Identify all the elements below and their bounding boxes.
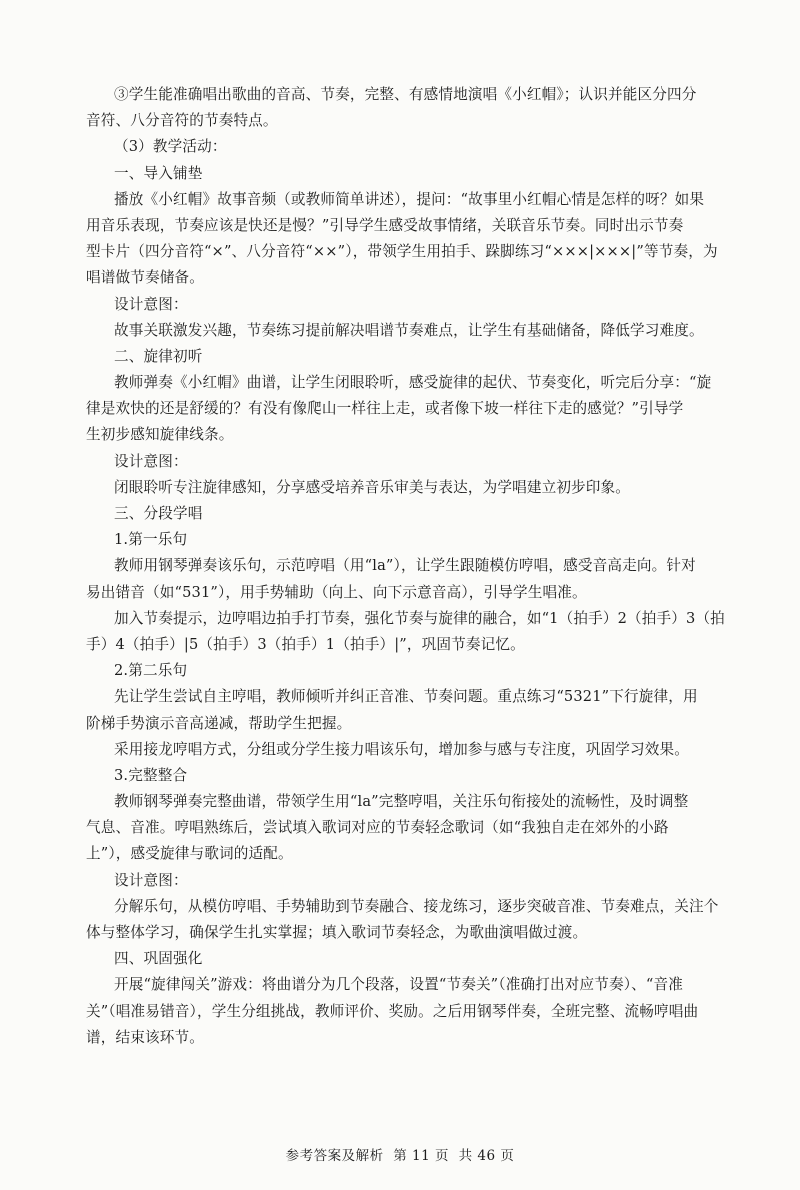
text-line: 加入节奏提示，边哼唱边拍手打节奏，强化节奏与旋律的融合，如“1（拍手）2（拍手）3（拍 [114,609,725,627]
text-line: 教师用钢琴弹奏该乐句，示范哼唱（用“la”），让学生跟随模仿哼唱，感受音高走向。针对 [114,557,696,575]
text-line: 音符、八分音符的节奏特点。 [86,112,278,130]
text-line: 关”（唱准易错音），学生分组挑战，教师评价、奖励。之后用钢琴伴奏，全班完整、流畅哼唱曲 [86,1002,699,1020]
text-line: 先让学生尝试自主哼唱，教师倾听并纠正音准、节奏问题。重点练习“5321”下行旋律，用 [114,688,698,706]
text-line: 一、导入铺垫 [114,164,203,182]
text-line: 三、分段学唱 [114,505,203,522]
text-line: 律是欢快的还是舒缓的？有没有像爬山一样往上走，或者像下坡一样往下走的感觉？”引导学 [86,400,684,418]
text-line: 二、旋律初听 [114,347,203,365]
text-line: 设计意图： [114,295,188,313]
text-line: 设计意图： [114,452,188,470]
text-line: 教师钢琴弹奏完整曲谱，带领学生用“la”完整哼唱，关注乐句衔接处的流畅性，及时调整 [114,793,689,811]
text-line: 上”），感受旋律与歌词的适配。 [86,845,293,863]
text-line: 四、巩固强化 [114,950,203,968]
text-line: 分解乐句，从模仿哼唱、手势辅助到节奏融合、接龙练习，逐步突破音准、节奏难点，关注个 [114,897,719,915]
text-line: 闭眼聆听专注旋律感知，分享感受培养音乐审美与表达，为学唱建立初步印象。 [114,478,631,496]
text-line: 1.第一乐句 [114,531,188,549]
document-body [86,82,732,1051]
text-line: 体与整体学习，确保学生扎实掌握；填入歌词节奏轻念，为歌曲演唱做过渡。 [86,924,588,941]
text-line: 2.第二乐句 [114,662,188,680]
text-line: 型卡片（四分音符“×”、八分音符“××”），带领学生用拍手、跺脚练习“×××|×××|”等节奏，为 [86,243,718,261]
text-line: 谱，结束该环节。 [86,1028,204,1046]
text-line: 手）4（拍手）|5（拍手）3（拍手）1（拍手）|”，巩固节奏记忆。 [86,635,525,653]
text-line: （3）教学活动： [114,138,227,156]
text-line: ③学生能准确唱出歌曲的音高、节奏，完整、有感情地演唱《小红帽》；认识并能区分四分 [114,86,697,103]
text-line: 开展“旋律闯关”游戏：将曲谱分为几个段落，设置“节奏关”（准确打出对应节奏）、“音准 [114,976,683,994]
text-line: 设计意图： [114,871,188,889]
text-line: 教师弹奏《小红帽》曲谱，让学生闭眼聆听，感受旋律的起伏、节奏变化，听完后分享：“旋 [114,374,712,392]
text-line: 阶梯手势演示音高递减，帮助学生把握。 [86,714,352,732]
page-footer: 参考答案及解析 第 11 页 共 46 页 [285,1148,515,1164]
text-line: 用音乐表现，节奏应该是快还是慢？”引导学生感受故事情绪，关联音乐节奏。同时出示节奏 [86,216,684,234]
text-line: 采用接龙哼唱方式，分组或分学生接力唱该乐句，增加参与感与专注度，巩固学习效果。 [114,740,690,758]
text-line: 播放《小红帽》故事音频（或教师简单讲述），提问：“故事里小红帽心情是怎样的呀？如果 [114,190,705,208]
text-line: 气息、音准。哼唱熟练后，尝试填入歌词对应的节奏轻念歌词（如“我独自走在郊外的小路 [86,819,669,837]
text-line: 3.完整整合 [114,766,188,784]
text-line: 生初步感知旋律线条。 [86,426,234,444]
text-line: 唱谱做节奏储备。 [86,269,204,287]
text-line: 易出错音（如“531”），用手势辅助（向上、向下示意音高），引导学生唱准。 [86,583,587,601]
text-line: 故事关联激发兴趣，节奏练习提前解决唱谱节奏难点，让学生有基础储备，降低学习难度。 [114,321,704,339]
